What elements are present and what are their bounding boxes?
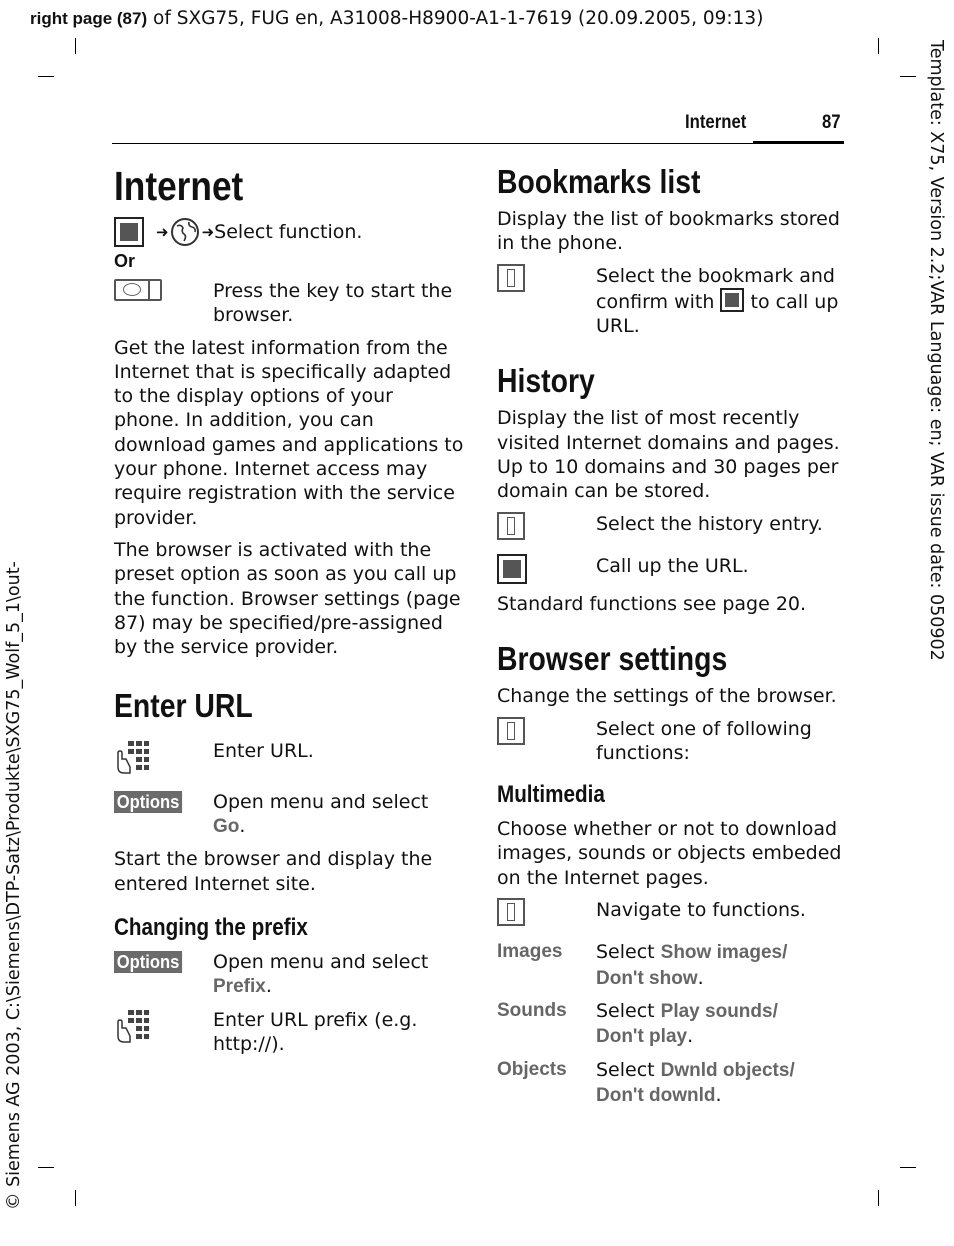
- bookmarks-step-text-end: to call up URL.: [596, 290, 839, 338]
- keypad-icon: [114, 739, 150, 775]
- heading-bookmarks: Bookmarks list: [497, 163, 701, 200]
- section-title-internet: Internet: [114, 163, 244, 209]
- options-softkey[interactable]: Options: [114, 951, 182, 973]
- keypad-icon: [114, 1008, 150, 1044]
- go-menu-item: Go: [213, 816, 240, 838]
- right-column: [497, 163, 842, 1108]
- options-prefix-text: Open menu and select: [213, 950, 429, 973]
- heading-enter-url: Enter URL: [114, 687, 253, 725]
- options-prefix-step: [114, 950, 464, 1000]
- crop-mark: [900, 1167, 916, 1168]
- arrow-icon: ➜: [156, 223, 169, 241]
- left-column: [114, 163, 464, 1056]
- options-go-step: [114, 790, 464, 840]
- period: .: [265, 975, 272, 998]
- arrow-icon: ➜: [201, 223, 215, 241]
- multimedia-nav-step: [497, 898, 842, 932]
- navigation-key-icon: [497, 264, 525, 292]
- print-header-text: of SXG75, FUG en, A31008-H8900-A1-1-7619 (20.09.2005, 09:13): [147, 8, 764, 29]
- option-separator: /: [789, 1059, 795, 1081]
- crop-mark: [900, 76, 916, 77]
- key-instruction: [114, 279, 464, 328]
- header-rule-accent: [753, 141, 844, 144]
- internet-key-icon: [114, 279, 162, 301]
- history-intro: Display the list of most recently visited Internet domains and pages. Up to 10 domains and 30 pages per domain can be stored.: [497, 407, 840, 503]
- start-browser-text: Start the browser and display the entered Internet site.: [114, 848, 433, 895]
- enter-url-step: [114, 739, 464, 781]
- bookmarks-step-text: Select the bookmark and confirm with: [596, 264, 835, 313]
- option-value-a: Play sounds: [660, 1000, 773, 1022]
- menu-path-text: Select function.: [214, 221, 363, 243]
- bookmarks-step: [497, 264, 842, 339]
- menu-path: [114, 217, 464, 247]
- crop-mark: [75, 1190, 76, 1206]
- option-objects: [497, 1058, 842, 1109]
- heading-multimedia: Multimedia: [497, 781, 605, 809]
- enter-prefix-step: [114, 1008, 464, 1057]
- history-step-call: [497, 554, 842, 584]
- prefix-menu-item: Prefix: [213, 976, 266, 998]
- globe-icon: [170, 217, 200, 247]
- copyright-path: © Siemens AG 2003, C:\Siemens\DTP-Satz\Produkte\SXG75_Wolf_5_1\out-: [4, 561, 24, 1210]
- bookmarks-intro: Display the list of bookmarks stored in the phone.: [497, 208, 840, 255]
- print-header-bold: right page (87): [30, 9, 148, 28]
- header-rule: [112, 143, 844, 144]
- or-label: Or: [114, 251, 136, 271]
- option-text: Select: [596, 1058, 661, 1081]
- option-images: [497, 940, 842, 991]
- browser-settings-step: [497, 717, 842, 766]
- option-key: Images: [497, 941, 563, 963]
- period: .: [715, 1083, 722, 1106]
- navigation-key-icon: [497, 512, 525, 540]
- navigation-key-icon: [497, 717, 525, 745]
- heading-history: History: [497, 362, 595, 400]
- print-header: [30, 8, 763, 29]
- crop-mark: [75, 38, 76, 54]
- browser-settings-intro: Change the settings of the browser.: [497, 685, 837, 708]
- history-step-call-text: Call up the URL.: [596, 554, 749, 577]
- browser-paragraph: The browser is activated with the preset option as soon as you call up the function. Browser settings (page 87) may be specified/pre-assigned by the service provider.: [114, 538, 461, 659]
- crop-mark: [878, 38, 879, 54]
- option-key: Objects: [497, 1058, 567, 1080]
- enter-prefix-text: Enter URL prefix (e.g. http://).: [213, 1008, 418, 1055]
- key-instruction-text: Press the key to start the browser.: [213, 280, 453, 327]
- option-separator: /: [782, 942, 788, 964]
- option-separator: /: [772, 1000, 778, 1022]
- options-go-text: Open menu and select: [213, 790, 429, 813]
- browser-settings-step-text: Select one of following functions:: [596, 717, 812, 764]
- crop-mark: [878, 1190, 879, 1206]
- heading-changing-prefix: Changing the prefix: [114, 913, 308, 941]
- enter-url-text: Enter URL.: [213, 740, 314, 763]
- period: .: [697, 966, 704, 989]
- page-number: 87: [822, 112, 841, 133]
- history-step-select: [497, 512, 842, 546]
- intro-paragraph: Get the latest information from the Internet that is specifically adapted to the display options of your phone. In addition, you can download games and applications to your phone. Internet access may require registration with the service provider.: [114, 336, 464, 529]
- template-note: Template: X75, Version 2.2;VAR Language: en; VAR issue date: 050902: [926, 40, 946, 661]
- period: .: [687, 1025, 694, 1048]
- crop-mark: [38, 76, 54, 77]
- standard-functions-ref: Standard functions see page 20.: [497, 592, 807, 615]
- history-step-select-text: Select the history entry.: [596, 512, 823, 535]
- option-text: Select: [596, 941, 661, 964]
- option-value-b: Don't play: [596, 1026, 688, 1048]
- heading-browser-settings: Browser settings: [497, 640, 728, 678]
- option-sounds: [497, 999, 842, 1050]
- menu-key-icon: [720, 288, 744, 312]
- option-key: Sounds: [497, 999, 567, 1021]
- option-text: Select: [596, 999, 661, 1022]
- multimedia-nav-text: Navigate to functions.: [596, 899, 806, 922]
- option-value-b: Don't show: [596, 967, 698, 989]
- crop-mark: [38, 1167, 54, 1168]
- option-value-a: Dwnld objects: [660, 1059, 790, 1081]
- period: .: [239, 815, 246, 838]
- options-softkey[interactable]: Options: [114, 791, 182, 813]
- navigation-key-icon: [497, 898, 525, 926]
- menu-key-icon: [497, 554, 527, 584]
- menu-key-icon: [114, 217, 144, 247]
- option-value-a: Show images: [660, 942, 783, 964]
- multimedia-intro: Choose whether or not to download images, sounds or objects embeded on the Internet pages.: [497, 818, 842, 889]
- option-value-b: Don't downld: [596, 1084, 716, 1106]
- running-head-title: Internet: [685, 112, 747, 133]
